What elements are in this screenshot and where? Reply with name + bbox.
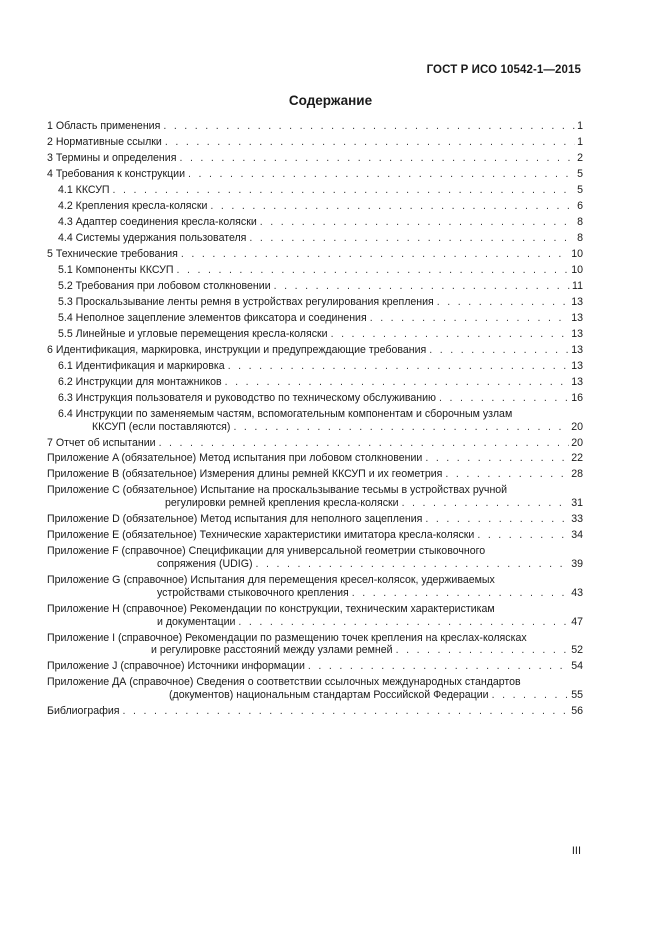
leader-dots — [210, 200, 575, 213]
toc-entry-title: Приложение B (обязательное) Измерения длины ремней ККСУП и их геометрия — [47, 468, 443, 481]
toc-entry-title: Приложение D (обязательное) Метод испытания для неполного зацепления — [47, 513, 423, 526]
toc-page-number: 20 — [571, 420, 583, 433]
toc-entry-title: Приложение I (справочное) Рекомендации по размещению точек крепления на креслах-колясках — [47, 631, 527, 644]
leader-dots — [425, 452, 569, 465]
leader-dots — [445, 468, 569, 481]
toc-entry-title: 5.3 Проскальзывание ленты ремня в устройствах регулирования крепления — [58, 295, 434, 308]
toc-page-number: 47 — [571, 615, 583, 628]
toc-entry-title: 5.5 Линейные и угловые перемещения кресла-коляски — [58, 327, 328, 340]
toc-entry-title: 4.4 Системы удержания пользователя — [58, 231, 247, 244]
toc-page-number: 8 — [577, 231, 583, 244]
toc-entry-title: Приложение G (справочное) Испытания для перемещения кресел-колясок, удерживаемых — [47, 573, 495, 586]
toc-page-number: 13 — [571, 343, 583, 356]
toc-page-number: 22 — [571, 452, 583, 465]
leader-dots — [225, 376, 570, 389]
toc-entry-title: Приложение A (обязательное) Метод испытания при лобовом столкновении — [47, 452, 423, 465]
leader-dots — [429, 344, 569, 357]
toc-page-number: 13 — [571, 327, 583, 340]
leader-dots — [179, 152, 575, 165]
toc-entry[interactable] — [47, 705, 583, 718]
toc-page-number: 13 — [571, 375, 583, 388]
toc-entry-title-continuation: и документации — [157, 615, 236, 628]
leader-dots — [308, 660, 569, 673]
toc-page-number: 31 — [571, 497, 583, 510]
leader-dots — [163, 120, 575, 133]
toc-entry-title: Приложение F (справочное) Спецификации для универсальной геометрии стыковочного — [47, 545, 486, 558]
toc-page-number: 43 — [571, 586, 583, 599]
toc-entry[interactable] — [47, 248, 583, 261]
toc-page-number: 10 — [571, 263, 583, 276]
toc-entry-title: 6.2 Инструкции для монтажников — [58, 375, 222, 388]
toc-page-number: 54 — [571, 660, 583, 673]
toc-entry[interactable] — [47, 513, 583, 526]
toc-page-number: 52 — [571, 644, 583, 657]
toc-entry-title: Приложение H (справочное) Рекомендации по конструкции, техническим характеристикам — [47, 602, 495, 615]
toc-page-number: 55 — [571, 689, 583, 702]
toc-page-number: 33 — [571, 513, 583, 526]
leader-dots — [238, 616, 569, 629]
toc-entry-title: 5.1 Компоненты ККСУП — [58, 263, 174, 276]
toc-page-number: 16 — [571, 391, 583, 404]
toc-entry-title-continuation: сопряжения (UDIG) — [157, 558, 253, 570]
leader-dots — [181, 248, 569, 261]
leader-dots — [233, 421, 569, 434]
toc-entry-title-continuation: и регулировке расстояний между узлами ремней — [151, 644, 393, 657]
toc-entry-title: Приложение ДА (справочное) Сведения о соответствии ссылочных международных стандартов — [47, 676, 521, 689]
toc-page-number: 56 — [571, 705, 583, 718]
toc-entry-title-continuation: ККСУП (если поставляются) — [92, 420, 231, 433]
toc-page-number: 2 — [577, 151, 583, 164]
toc-entry[interactable] — [47, 344, 583, 357]
leader-dots — [188, 168, 575, 181]
toc-entry-title: 5 Технические требования — [47, 247, 178, 260]
leader-dots — [437, 296, 569, 309]
leader-dots — [274, 280, 570, 293]
leader-dots — [331, 328, 570, 341]
toc-entry[interactable] — [47, 529, 583, 542]
toc-entry-title: 7 Отчет об испытании — [47, 436, 156, 449]
toc-page-number: 5 — [577, 183, 583, 196]
toc-entry-title: 4.1 ККСУП — [58, 183, 110, 196]
leader-dots — [352, 587, 569, 600]
toc-entry-title: 4.3 Адаптер соединения кресла-коляски — [58, 215, 257, 228]
toc-entry-title: Приложение J (справочное) Источники информации — [47, 660, 305, 673]
leader-dots — [249, 232, 575, 245]
toc-entry[interactable] — [47, 452, 583, 465]
toc-page-number: 20 — [571, 436, 583, 449]
toc-entry[interactable] — [47, 216, 583, 229]
toc-entry[interactable] — [47, 660, 583, 673]
toc-page-number: 1 — [577, 120, 583, 132]
toc-page-number: 39 — [571, 558, 583, 570]
leader-dots — [260, 216, 575, 229]
toc-entry-title: 3 Термины и определения — [47, 151, 177, 164]
toc-entry[interactable] — [47, 468, 583, 481]
toc-entry[interactable] — [47, 200, 583, 213]
leader-dots — [177, 264, 570, 277]
toc-entry[interactable] — [47, 168, 583, 181]
toc-entry[interactable] — [47, 360, 583, 373]
toc-entry[interactable] — [47, 632, 583, 658]
toc-entry[interactable] — [47, 296, 583, 309]
leader-dots — [439, 392, 569, 405]
toc-page-number: 34 — [571, 529, 583, 542]
toc-entry-title-continuation: регулировки ремней крепления кресла-коляски — [165, 497, 399, 510]
leader-dots — [113, 184, 576, 197]
toc-page-number: 28 — [571, 468, 583, 481]
toc-entry-title: 4 Требования к конструкции — [47, 167, 186, 180]
toc-entry[interactable] — [47, 120, 583, 133]
toc-entry[interactable] — [47, 328, 583, 341]
leader-dots — [165, 136, 575, 149]
toc-title: Содержание — [288, 93, 373, 108]
toc-entry[interactable] — [47, 574, 583, 600]
document-header: ГОСТ Р ИСО 10542-1—2015 — [426, 64, 581, 76]
toc-entry[interactable] — [47, 280, 583, 293]
toc-entry-title: 2 Нормативные ссылки — [47, 135, 162, 148]
toc-page-number: 10 — [571, 247, 583, 260]
toc-entry-title-continuation: устройствами стыковочного крепления — [157, 586, 349, 599]
leader-dots — [228, 360, 570, 373]
toc-entry[interactable] — [47, 408, 583, 434]
leader-dots — [256, 558, 570, 571]
leader-dots — [477, 529, 569, 542]
toc-entry-title: 4.2 Крепления кресла-коляски — [58, 199, 208, 212]
toc-page-number: 13 — [571, 311, 583, 324]
toc-entry[interactable] — [47, 264, 583, 277]
toc-entry-title: 6.4 Инструкции по заменяемым частям, вспомогательным компонентам и сборочным узлам — [58, 407, 513, 420]
leader-dots — [425, 513, 569, 526]
toc-entry-title: Приложение C (обязательное) Испытание на проскальзывание тесьмы в устройствах ручной — [47, 484, 508, 497]
toc-entry[interactable] — [47, 676, 583, 702]
toc-page-number: 1 — [577, 135, 583, 148]
toc-entry[interactable] — [47, 545, 583, 571]
toc-entry[interactable] — [47, 484, 583, 510]
leader-dots — [159, 437, 570, 450]
leader-dots — [122, 705, 569, 718]
toc-entry-title: 6 Идентификация, маркировка, инструкции и предупреждающие требования — [47, 343, 427, 356]
toc-entry[interactable] — [47, 152, 583, 165]
toc-entry-title: 6.1 Идентификация и маркировка — [58, 359, 225, 372]
toc-page-number: 6 — [577, 199, 583, 212]
toc-entry[interactable] — [47, 232, 583, 245]
toc-page-number: 13 — [571, 359, 583, 372]
page-number: III — [571, 845, 581, 857]
toc-page-number: 8 — [577, 215, 583, 228]
toc-entry[interactable] — [47, 603, 583, 629]
toc-page-number: 11 — [572, 279, 583, 292]
toc-entry[interactable] — [47, 392, 583, 405]
toc-entry[interactable] — [47, 136, 583, 149]
toc-page-number: 13 — [571, 295, 583, 308]
toc-page-number: 5 — [577, 167, 583, 180]
toc-entry-title: 6.3 Инструкция пользователя и руководство по техническому обслуживанию — [58, 391, 436, 404]
toc-entry-title: Приложение E (обязательное) Технические характеристики имитатора кресла-коляски — [47, 529, 475, 542]
toc-entry[interactable] — [47, 437, 583, 450]
toc-entry-title: 1 Область применения — [47, 120, 161, 132]
table-of-contents — [47, 120, 583, 718]
leader-dots — [402, 497, 570, 510]
leader-dots — [370, 312, 570, 325]
toc-entry-title-continuation: (документов) национальным стандартам Российской Федерации — [169, 689, 489, 702]
leader-dots — [396, 644, 570, 657]
toc-entry[interactable] — [47, 376, 583, 389]
toc-entry-title: Библиография — [47, 705, 120, 718]
toc-entry[interactable] — [47, 312, 583, 325]
toc-entry-title: 5.2 Требования при лобовом столкновении — [58, 279, 271, 292]
leader-dots — [492, 689, 570, 702]
toc-entry[interactable] — [47, 184, 583, 197]
toc-entry-title: 5.4 Неполное зацепление элементов фиксатора и соединения — [58, 311, 367, 324]
